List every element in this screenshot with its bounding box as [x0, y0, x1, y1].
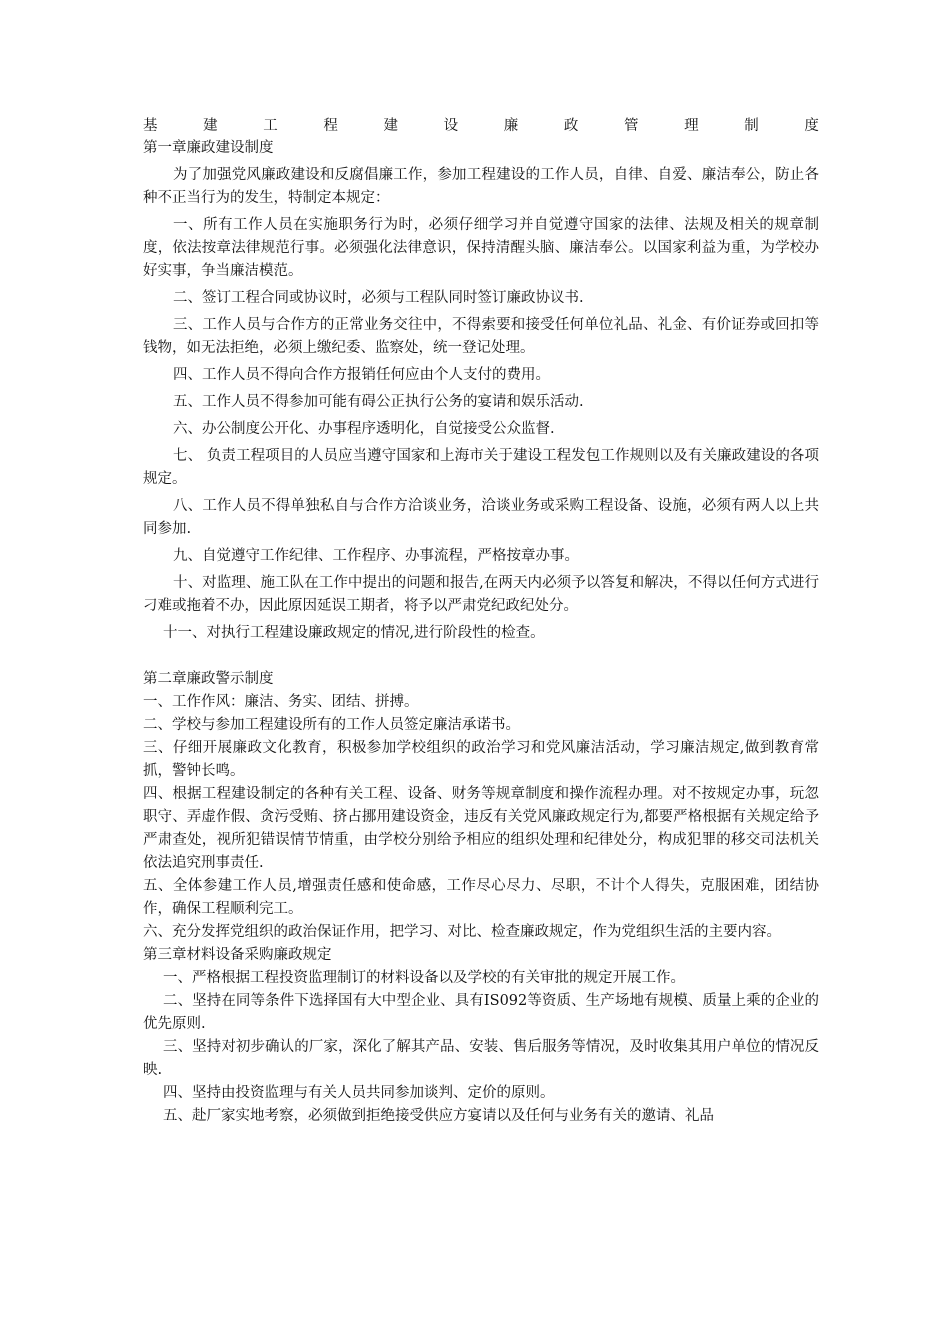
title-char: 制: [744, 118, 759, 134]
title-char: 政: [563, 118, 579, 134]
chapter-2-item: 五、全体参建工作人员,增强责任感和使命感，工作尽心尽力、尽职，不计个人得失，克服困难，团结协作，确保工程顺利完工。: [143, 878, 819, 917]
title-char: 工: [263, 118, 278, 134]
title-char: 基: [143, 118, 158, 134]
chapter-1-item: 四、工作人员不得向合作方报销任何应由个人支付的费用。: [173, 367, 550, 383]
chapter-2-item: 四、根据工程建设制定的各种有关工程、设备、财务等规章制度和操作流程办理。对不按规定办事，玩忽职守、弄虚作假、贪污受贿、挤占挪用建设资金，违反有关党风廉政规定行为,都要严格根据有关规定给予严肃查处，视所犯错误情节情重，由学校分别给予相应的组织处理和纪律处分，构成犯罪的移交司法机关依法追究刑事责任.: [143, 786, 819, 871]
title-char: 理: [684, 118, 699, 134]
chapter-3-item: 四、坚持由投资监理与有关人员共同参加谈判、定价的原则。: [163, 1085, 555, 1101]
title-char: 设: [443, 118, 459, 134]
chapter-2-item: 一、工作作风：廉洁、务实、团结、拼搏。: [143, 694, 419, 710]
chapter-2-item: 六、充分发挥党组织的政治保证作用，把学习、对比、检查廉政规定，作为党组织生活的主要内容。: [143, 924, 781, 940]
chapter-1-item: 三、工作人员与合作方的正常业务交往中，不得索要和接受任何单位礼品、礼金、有价证券或回扣等钱物，如无法拒绝，必须上缴纪委、监察处，统一登记处理。: [143, 317, 819, 356]
blank-line: [143, 645, 819, 668]
title-char: 建: [203, 118, 218, 134]
chapter-1-item: 七、 负责工程项目的人员应当遵守国家和上海市关于建设工程发包工作规则以及有关廉政建设的各项规定。: [143, 448, 819, 487]
chapter-3-item: 三、坚持对初步确认的厂家，深化了解其产品、安装、售后服务等情况，及时收集其用户单位的情况反映.: [143, 1039, 819, 1078]
document-title: [143, 116, 819, 137]
chapter-1-item: 九、自觉遵守工作纪律、工作程序、办事流程，严格按章办事。: [173, 548, 579, 564]
chapter-1-intro: 为了加强党风廉政建设和反腐倡廉工作，参加工程建设的工作人员，自律、自爱、廉洁奉公，防止各种不正当行为的发生，特制定本规定：: [143, 167, 819, 206]
chapter-3-item: 一、严格根据工程投资监理制订的材料设备以及学校的有关审批的规定开展工作。: [163, 970, 685, 986]
chapter-1-item: 十一、对执行工程建设廉政规定的情况,进行阶段性的检查。: [163, 625, 545, 641]
title-char: 建: [383, 118, 398, 134]
chapter-3-item: 五、赴厂家实地考察，必须做到拒绝接受供应方宴请以及任何与业务有关的邀请、礼品: [163, 1108, 714, 1124]
chapter-2-heading: 第二章廉政警示制度: [143, 671, 274, 687]
chapter-1-item: 八、工作人员不得单独私自与合作方洽谈业务，洽谈业务或采购工程设备、设施，必须有两人以上共同参加.: [143, 498, 819, 537]
chapter-2-item: 二、学校与参加工程建设所有的工作人员签定廉洁承诺书。: [143, 717, 520, 733]
title-char: 程: [323, 118, 338, 134]
chapter-2-item: 三、仔细开展廉政文化教育，积极参加学校组织的政治学习和党风廉洁活动，学习廉洁规定,做到教育常抓，警钟长鸣。: [143, 740, 819, 779]
chapter-3-item: 二、坚持在同等条件下选择国有大中型企业、具有IS092等资质、生产场地有规模、质量上乘的企业的优先原则.: [143, 993, 819, 1032]
chapter-1-item: 二、签订工程合同或协议时，必须与工程队同时签订廉政协议书.: [173, 290, 584, 306]
title-char: 廉: [503, 118, 519, 134]
title-char: 管: [624, 118, 639, 134]
chapter-1-item: 一、所有工作人员在实施职务行为时，必须仔细学习并自觉遵守国家的法律、法规及相关的规章制度，依法按章法律规范行事。必须强化法律意识，保持清醒头脑、廉洁奉公。以国家利益为重，为学校办好实事，争当廉洁模范。: [143, 217, 819, 279]
chapter-3-heading: 第三章材料设备采购廉政规定: [143, 947, 332, 963]
chapter-1-item: 五、工作人员不得参加可能有碍公正执行公务的宴请和娱乐活动.: [173, 394, 584, 410]
chapter-1-heading: 第一章廉政建设制度: [143, 140, 274, 156]
chapter-1-item: 十、对监理、施工队在工作中提出的问题和报告,在两天内必须予以答复和解决，不得以任何方式进行刁难或拖着不办，因此原因延误工期者，将予以严肃党纪政纪处分。: [143, 575, 819, 614]
title-char: 度: [804, 118, 819, 134]
chapter-1-item: 六、办公制度公开化、办事程序透明化，自觉接受公众监督.: [173, 421, 555, 437]
document-page: [143, 116, 819, 1128]
